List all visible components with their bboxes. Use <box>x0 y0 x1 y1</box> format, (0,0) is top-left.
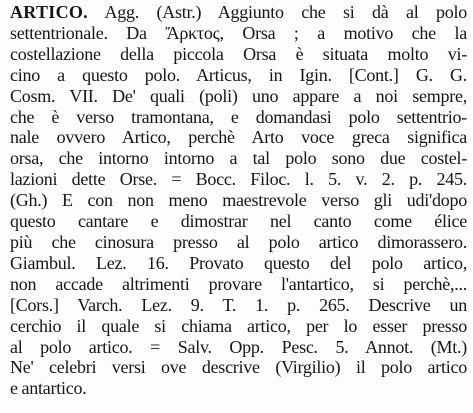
entry-line: [Cors.] Varch. Lez. 9. T. 1. p. 265. Descrive un <box>10 294 467 315</box>
entry-line: cino a questo polo. Articus, in Igin. [Cont.] G. G. <box>10 64 467 85</box>
entry-line: (Gh.) E con non meno maestrevole verso gli udi'dopo <box>10 190 467 211</box>
entry-line: che è verso tramontana, e domandasi polo settentrio- <box>10 106 467 127</box>
entry-line: settentrionale. Da Ἄρκτος, Orsa ; a motivo che la <box>10 22 467 43</box>
entry-line: cerchio il quale si chiama artico, per lo esser presso <box>10 315 467 336</box>
entry-line-text: Agg. (Astr.) Aggiunto che si dà al polo <box>104 2 467 22</box>
entry-line: Ne' celebri versi ove descrive (Virgilio) il polo artico <box>10 357 467 378</box>
entry-line: lazioni dette Orse. = Bocc. Filoc. l. 5. v. 2. p. 245. <box>10 169 467 190</box>
entry-line: Giambul. Lez. 16. Provato questo del polo artico, <box>10 252 467 273</box>
entry-line: orsa, che intorno intorno a tal polo sono due costel- <box>10 148 467 169</box>
entry-headword: ARTICO. <box>10 2 88 22</box>
entry-line: più che cinosura presso al polo artico dimorassero. <box>10 231 467 252</box>
entry-line: costellazione della piccola Orsa è situata molto vi- <box>10 43 467 64</box>
dictionary-entry-artico <box>10 2 467 399</box>
entry-line: al polo artico. = Salv. Opp. Pesc. 5. Annot. (Mt.) <box>10 336 467 357</box>
entry-line: nale ovvero Artico, perchè Arto voce greca significa <box>10 127 467 148</box>
entry-line: non accade altrimenti provare l'antartico, si perchè,... <box>10 273 467 294</box>
entry-line: Cosm. VII. De' quali (poli) uno appare a noi sempre, <box>10 85 467 106</box>
entry-line: questo cantare e dimostrar nel canto come élice <box>10 211 467 232</box>
entry-line: e antartico. <box>10 378 87 399</box>
entry-line <box>10 2 467 23</box>
